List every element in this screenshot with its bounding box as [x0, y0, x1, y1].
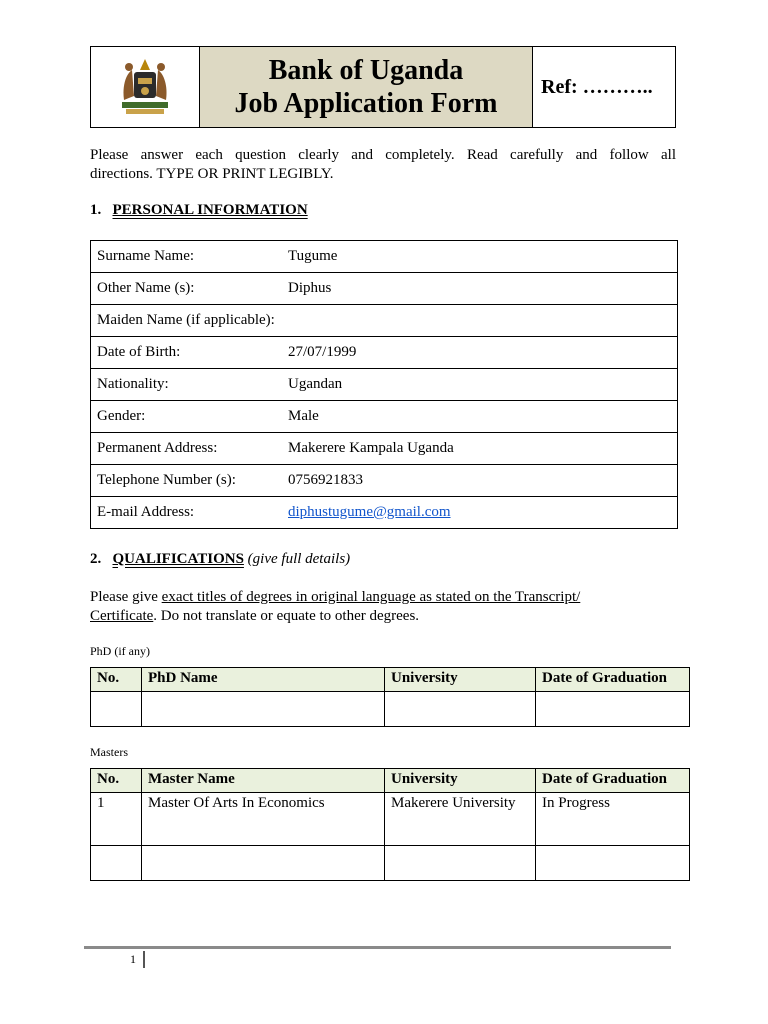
column-header: No.	[91, 769, 142, 793]
section-title: QUALIFICATIONS	[112, 551, 244, 567]
field-label: Surname Name:	[97, 248, 195, 264]
column-header: Date of Graduation	[536, 769, 690, 793]
qual-intro-underlined2: Certificate	[90, 608, 154, 624]
column-header: University	[385, 769, 536, 793]
column-header: No.	[91, 668, 142, 692]
personal-info-cell	[91, 273, 678, 305]
column-header: Master Name	[142, 769, 385, 793]
table-cell	[142, 692, 385, 727]
table-cell: Master Of Arts In Economics	[142, 793, 385, 846]
section-number: 2.	[90, 551, 102, 567]
logo-cell	[91, 47, 200, 127]
masters-caption: Masters	[90, 745, 128, 759]
field-label: Permanent Address:	[97, 440, 218, 456]
personal-info-row	[91, 401, 678, 433]
page-number-bar	[143, 951, 145, 968]
email-link[interactable]: diphustugume@gmail.com	[288, 504, 451, 520]
field-value: 0756921833	[288, 472, 363, 488]
instructions	[90, 146, 676, 184]
qual-intro-pre: Please give	[90, 589, 162, 605]
section-personal-information	[90, 202, 308, 219]
column-header: Date of Graduation	[536, 668, 690, 692]
field-label: Maiden Name (if applicable):	[97, 312, 275, 328]
form-title	[200, 47, 533, 127]
field-label: Other Name (s):	[97, 280, 195, 296]
section-note: (give full details)	[247, 551, 351, 567]
table-row	[91, 793, 690, 846]
qual-intro-underlined1: exact titles of degrees in original language as stated on the Transcript/	[161, 589, 581, 605]
qualification-instructions	[90, 588, 690, 626]
personal-info-cell	[91, 305, 678, 337]
personal-info-cell	[91, 465, 678, 497]
table-cell	[142, 846, 385, 881]
table-cell	[91, 692, 142, 727]
page-number: 1	[130, 952, 136, 966]
reference-number: Ref: ………..	[541, 75, 653, 98]
table-cell	[385, 692, 536, 727]
masters-table	[90, 768, 690, 881]
field-value: Ugandan	[288, 376, 343, 392]
field-label: Nationality:	[97, 376, 169, 392]
form-title-line1: Bank of Uganda	[268, 55, 464, 86]
footer-divider	[84, 946, 671, 949]
table-cell: In Progress	[536, 793, 690, 846]
table-row	[91, 692, 690, 727]
section-title: PERSONAL INFORMATION	[112, 202, 308, 218]
field-label: E-mail Address:	[97, 504, 195, 520]
personal-info-cell	[91, 369, 678, 401]
field-value: Makerere Kampala Uganda	[288, 440, 454, 456]
instructions-line1: Please answer each question clearly and completely. Read carefully and follow all	[90, 147, 676, 163]
personal-info-cell	[91, 433, 678, 465]
table-cell	[536, 692, 690, 727]
phd-caption: PhD (if any)	[90, 644, 150, 658]
table-cell	[91, 846, 142, 881]
personal-info-cell	[91, 401, 678, 433]
personal-info-row	[91, 465, 678, 497]
form-header	[90, 46, 676, 128]
field-label: Date of Birth:	[97, 344, 181, 360]
table-cell	[385, 846, 536, 881]
table-cell: Makerere University	[385, 793, 536, 846]
form-title-line2: Job Application Form	[234, 88, 498, 119]
phd-table	[90, 667, 690, 727]
field-value: 27/07/1999	[288, 344, 357, 360]
instructions-line2: directions. TYPE OR PRINT LEGIBLY.	[90, 166, 334, 182]
personal-info-row	[91, 273, 678, 305]
field-value: Diphus	[288, 280, 332, 296]
qual-intro-post: . Do not translate or equate to other degrees.	[153, 608, 420, 624]
field-value: Tugume	[288, 248, 338, 264]
personal-info-row	[91, 433, 678, 465]
personal-info-cell	[91, 241, 678, 273]
field-label: Gender:	[97, 408, 146, 424]
personal-info-row	[91, 369, 678, 401]
table-cell: 1	[91, 793, 142, 846]
personal-info-cell	[91, 497, 678, 529]
bank-of-uganda-coat-of-arms-icon	[116, 56, 174, 118]
table-cell	[536, 846, 690, 881]
personal-info-row	[91, 337, 678, 369]
section-qualifications	[90, 551, 350, 568]
field-label: Telephone Number (s):	[97, 472, 236, 488]
personal-info-row	[91, 497, 678, 529]
field-value: Male	[288, 408, 319, 424]
personal-info-cell	[91, 337, 678, 369]
column-header: PhD Name	[142, 668, 385, 692]
table-row	[91, 846, 690, 881]
section-number: 1.	[90, 202, 102, 218]
column-header: University	[385, 668, 536, 692]
personal-info-row	[91, 305, 678, 337]
personal-info-row	[91, 241, 678, 273]
personal-info-table	[90, 240, 678, 529]
